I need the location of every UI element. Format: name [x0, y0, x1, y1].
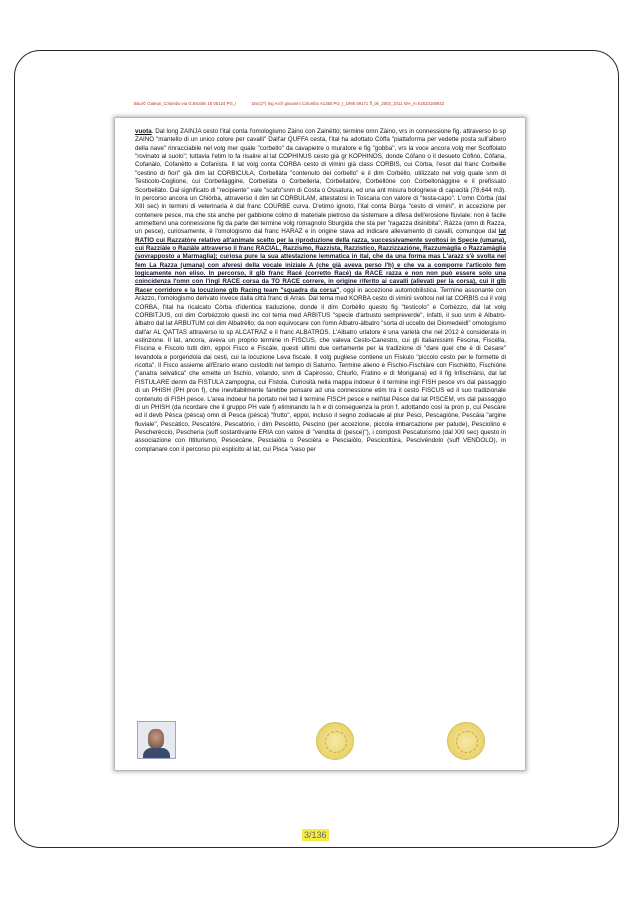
text-run-2: , oggi in accezione automobilistica. Termine assonante con Aràzzo, l'omologismo derivato invece dalla città franc di Arras. Dal tema med KORBA cesto di vimini svoltosi nel lat CORBIS cui il volg CORBA, l'ital ha ricalcato Còrba d'identica traduzione, donde il dim Corbèllo questo fig "testicolo" e Corbèzzo, dal lat volg CORBITJUS, col dim Corbèzzolo questi inc col tema med ARBITUS "specie d'arbusto sempreverde", infatti, il suo snm è Albatro-àlbatro dal lat ARBUTUM col dim Albatrèllo; da non equivocare con l'omn Albatro-àlbatro "sorta di uccello dei Diomedeidi" omologismo dall'ar AL QATTAS attraverso lo sp ALCATRAZ e il franc ALBATROS. L'Albatro urlatore è una varietà che nel 2012 è considerata in estinzione. Il lat, ancora, aveva un proprio termine in FISCUS, che valeva Cesto-Canestro, cui gli italianissimi Fèscina, Fiscèlla, Fìscina e Fiscolo tutti dim, eppoi Fisco e Fiscàle, questi ultimi due certamente per la tradizione di "dare quel che è di Cesare" levandola e porgendola dai cesti, cui la locuzione Leva fiscale. Il volg pugliese contiene un Fiskulo "piccolo cesto per le formette di ricotta". Il Fisco assieme all'Erario erano custoditi nel tempio di Saturno. Termine alieno è Fischio-Fischiàre con Fischiètto, Fischióne ("anatra selvatica" che emette un fischio, volando, snm di Capirosso, Chiurlo, Fratino e di Morigiana) ed il fig Infischiàrsi, dal lat FISTULARE denm da FISTULA zampogna, cui Fìstola. Curiosità nella mappa indoeur è il termine ingl FISH pesce vrs dal passaggio di un PHISH (PH pron f), che inevitabilmente farebbe pensare ad una connessione etim tra il cesto FISCUS ed il suo tradizionale contenuto di FISH pesce. L'area indoeur ha portato nel ted il termine FISCH pesce e nell'ital Pèsce dal lat PISCEM, vrs dal passaggio di un PHISH (da ricordare che il gruppo PH vale f) eliminando la h e di conseguenza la pron f, adottando così la pron p, cui Pescàre ed il devb Pèsca (pésca) omn di Pesca (pèsca) "frutto", eppoi, incluso il segno zodiacale al plur Pesci, Pescagióne, Pescàia "argine fluviale", Pescàtico, Pescatóre, Pescatòrio, i dim Pescètto, Pescino (per accezione, piccola imbarcazione per palude), Pesciolino e Pescheréccio, Pescheria (suff sostantivante ERIA con valore di "vendita di (pesce)"), i composti Pescaturismo (dal XXI sec) questo in associazione con Ittiturismo, Pescecàne, Pesciaiòla o Pescièra e Pesciaiòlo, Pescicoltùra, Pescivèndolo (suff VENDOLO), in complanare con il percorso più esplicito al lat, cui Pisca "vaso per	[135, 286, 507, 453]
author-photo	[137, 721, 176, 759]
header-ref-right: Doc(2^) Ing Arch giovanni Colombo A1350 PG_I_1995 09171 ff_de_2003_2011 N/A_m 02810100842	[251, 101, 445, 106]
author-face	[148, 729, 164, 749]
page-number: 3/136	[304, 830, 327, 840]
author-shirt	[143, 748, 170, 758]
header-ref-left: Baur© Giampi_Colombo via G.Bruttini 15 05124 PG_I	[134, 101, 237, 106]
lead-word: vuota	[135, 128, 152, 135]
underlined-passage: lat RATIO cui Razzatòre relativo all'animale scelto per la riproduzione della razza, successivamente svoltosi in Specie (umana), cui Razziàle o Raziàle attraverso il franc RACIAL, Razzismo, Razzista, Razzìstico, Razzizzazióne, Razzumàglia o Razzamàglia (sovrapposto a Marmaglia); curiosa pure la sua attestazione lemmatica in ital, che da una forma mas L'arazz s'è svolta nel fem La Razza (umana) con aferesi della vocale iniziale A (che già aveva perso l'h) e che va a comporre l'articolo fem logicamente non eliso. In percorso, il glb franc Racé (corretto Racé) da RACE razza e non non può essere solo una coincidenza l'omn con l'ingl RACE corsa da TO RACE correre, in origine riferito ai cavalli (allevati per la corsa), cui il glb Racer corridore e la locuzione glb Racing team "squadra da corsa"	[135, 228, 506, 294]
document-header	[134, 101, 534, 106]
stamp-seal-right	[447, 722, 485, 760]
text-run-1: . Dal long ZAINJA cesto l'ital conta l'omologismo Zàino con Zainètto; termine omn Zàino, vrs in connessione fig. attraverso lo sp ZAINO "mantello di un unico colore per cavalli" Dall'ar QUFFA cesta, l'ital ha adottato Còffa "piattaforma per vedette posta sull'albero della nave" rinracciabile nel volg mer quale "corbello" da cavapietre o muratore e fig "gobba", vrs la voce ancora volg mer Scoffolato "rovinato al suolo"; tuttavia l'etim lo fa risalire al lat COPHINUS cesto già gr KOPHINOS, donde Cófano o il desueto Cófino, Cófana, Cofanàlo, Cofanètto e Cofanista. Il lat volg conta CORBA cesto di vimini già class CORBIS, cui Còrba, l'esot dal franc Corbeille "cestino di fiori" già dim lat CORBICULA, Corbellàta "contenuto del corbello" e il dim Corbèllo, utilizzato nel volg quale snm di Testicolo-Coglione, cui Corbellàggine, Corbellàta o Corbelleria, Corbellatòre, Corbellòne con Corbellonàggine e il prefissato Scorbellàto. Dal significato di "recipiente" vale "scafo"snm di Costa o Ossatura, ed una ant misura bolognese di capacità (78,644 m3). In percorso ancora un Chiòrba, attraverso il dim lat CORBULAM, attestatosi in Toscana con valore di "testa-capo". L'omn Còrba (dal XIII sec) in termini di veterinaria è dal franc COURBE curva. D'etimo ignoto, l'ital conta Bùrga "cesto di vimini", in accezione per contenere pesce, ma che sta anche per gabbione colmo di materiale pietroso da sistemare a difesa dell'erosione fluviale; non è facile ammettervi una connessione fig da parte del termine volg romagnolo Sburgida che sta per "ragazza disinibita". Ràzza (omn di Razza, un pesce), curiosamente, è l'omologismo dal franc HARAZ e in origine stava ad indicare allevamento di cavalli, comunque dal	[135, 128, 506, 236]
stamp-seal-left	[316, 722, 354, 760]
body-paragraph	[135, 128, 506, 454]
document-page	[115, 118, 525, 770]
